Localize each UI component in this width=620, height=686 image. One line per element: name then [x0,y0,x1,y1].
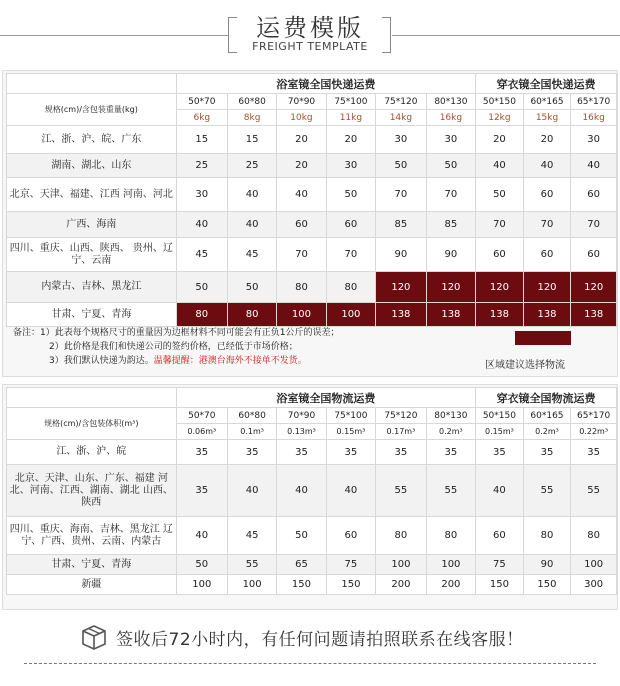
table-row [7,465,617,517]
measure-header: 0.2m³ [523,424,571,440]
size-header: 60*80 [227,94,276,110]
blank-corner [7,388,177,408]
measure-header: 12kg [476,110,524,126]
price-cell: 100 [176,575,227,595]
price-cell: 40 [523,154,571,178]
size-header: 75*120 [376,94,426,110]
region-cell: 北京、天津、福建、江西 河南、河北 [7,178,177,212]
measure-header: 0.15m³ [476,424,524,440]
region-cell: 江、浙、沪、皖 [7,440,177,465]
price-cell: 35 [376,440,426,465]
region-cell: 湖南、湖北、山东 [7,154,177,178]
price-cell: 45 [227,238,276,272]
spec-label: 规格(cm)/含包装体积(m³) [7,408,177,440]
price-cell: 90 [426,238,476,272]
price-cell: 50 [176,272,227,303]
price-cell: 75 [326,555,376,575]
region-cell: 广西、海南 [7,212,177,238]
size-header: 80*130 [426,408,476,424]
section-title-left: 浴室镜全国物流运费 [176,388,475,408]
price-cell: 60 [571,238,617,272]
price-cell: 50 [326,178,376,212]
price-cell: 40 [176,517,227,555]
measure-header: 6kg [176,110,227,126]
size-header: 75*100 [326,94,376,110]
size-header: 80*130 [426,94,476,110]
price-cell: 80 [326,272,376,303]
price-cell: 60 [326,212,376,238]
price-cell: 50 [176,555,227,575]
table-row [7,178,617,212]
price-cell: 15 [176,126,227,154]
price-cell: 70 [476,212,524,238]
note-2: 2）此价格是我们和快递公司的签约价格，已经低于市场价格； [49,342,298,352]
price-cell: 80 [176,303,227,327]
price-cell: 120 [376,272,426,303]
blank-corner [7,74,177,94]
footer-dashed-rule [24,663,596,664]
size-row [7,94,617,110]
price-cell: 90 [376,238,426,272]
price-cell: 55 [523,465,571,517]
price-cell: 60 [571,178,617,212]
size-header: 50*70 [176,408,227,424]
price-cell: 70 [277,238,326,272]
price-cell: 40 [277,178,326,212]
price-cell: 60 [277,212,326,238]
measure-header: 16kg [426,110,476,126]
price-cell: 70 [376,178,426,212]
price-cell: 40 [326,465,376,517]
table-row [7,212,617,238]
price-cell: 20 [523,126,571,154]
price-cell: 100 [376,555,426,575]
price-cell: 25 [227,154,276,178]
region-cell: 内蒙古、吉林、黑龙江 [7,272,177,303]
price-cell: 80 [523,517,571,555]
size-header: 75*100 [326,408,376,424]
section-title-left: 浴室镜全国快递运费 [176,74,475,94]
price-cell: 35 [176,465,227,517]
price-cell: 30 [571,126,617,154]
region-cell: 甘肃、宁夏、青海 [7,555,177,575]
price-cell: 20 [277,126,326,154]
size-header: 50*70 [176,94,227,110]
price-cell: 30 [376,126,426,154]
table-row [7,126,617,154]
price-cell: 40 [227,465,276,517]
price-cell: 55 [426,465,476,517]
footer-text: 签收后72小时内，有任何问题请拍照联系在线客服！ [116,630,524,650]
price-cell: 100 [227,575,276,595]
page-title: 运费模版 [256,14,364,42]
price-cell: 85 [376,212,426,238]
price-cell: 40 [277,465,326,517]
price-cell: 20 [476,126,524,154]
price-cell: 150 [277,575,326,595]
size-header: 50*150 [476,94,524,110]
price-cell: 60 [476,238,524,272]
page-subtitle: FREIGHT TEMPLATE [252,40,368,53]
region-cell: 新疆 [7,575,177,595]
table-row [7,303,617,327]
price-cell: 35 [326,440,376,465]
table-row [7,575,617,595]
note-1: 备注：1）此表每个规格尺寸的重量因为边框材料不同可能会有正负1公斤的误差； [13,328,340,338]
size-header: 70*90 [277,408,326,424]
price-cell: 80 [227,303,276,327]
measure-header: 0.1m³ [227,424,276,440]
header [0,0,620,62]
price-cell: 70 [326,238,376,272]
table-row [7,238,617,272]
size-header: 60*165 [523,408,571,424]
price-cell: 100 [426,555,476,575]
legend-label: 区域建议选择物流 [485,360,565,371]
size-header: 60*165 [523,94,571,110]
package-icon [80,623,108,651]
price-cell: 138 [426,303,476,327]
size-header: 65*170 [571,94,617,110]
price-cell: 55 [227,555,276,575]
table-row [7,440,617,465]
price-cell: 100 [277,303,326,327]
price-cell: 60 [523,238,571,272]
price-cell: 138 [376,303,426,327]
note-3-warning: 温馨提醒：港澳台海外不接单不发货。 [153,356,307,366]
price-cell: 200 [426,575,476,595]
table-row [7,517,617,555]
price-cell: 35 [523,440,571,465]
logistics-freight-panel [2,384,618,610]
measure-header: 0.2m³ [426,424,476,440]
price-cell: 25 [176,154,227,178]
measure-header: 0.17m³ [376,424,426,440]
express-notes [13,326,493,368]
measure-header: 8kg [227,110,276,126]
price-cell: 80 [277,272,326,303]
price-cell: 35 [176,440,227,465]
price-cell: 150 [523,575,571,595]
price-cell: 120 [523,272,571,303]
price-cell: 85 [426,212,476,238]
price-cell: 65 [277,555,326,575]
price-cell: 30 [326,154,376,178]
price-cell: 40 [571,154,617,178]
region-cell: 北京、天津、山东、广东、福建 河北、河南、江西、湖南、湖北 山西、陕西 [7,465,177,517]
price-cell: 55 [571,465,617,517]
price-cell: 50 [277,517,326,555]
price-cell: 80 [376,517,426,555]
price-cell: 20 [277,154,326,178]
measure-header: 0.13m³ [277,424,326,440]
measure-header: 0.22m³ [571,424,617,440]
price-cell: 120 [571,272,617,303]
measure-header: 10kg [277,110,326,126]
measure-header: 14kg [376,110,426,126]
section-title-right: 穿衣镜全国快递运费 [476,74,617,94]
size-header: 60*80 [227,408,276,424]
price-cell: 300 [571,575,617,595]
footer [0,618,620,686]
price-cell: 45 [227,517,276,555]
price-cell: 45 [176,238,227,272]
price-cell: 138 [571,303,617,327]
price-cell: 35 [476,440,524,465]
price-cell: 150 [326,575,376,595]
size-header: 50*150 [476,408,524,424]
region-cell: 甘肃、宁夏、青海 [7,303,177,327]
price-cell: 138 [476,303,524,327]
price-cell: 50 [227,272,276,303]
size-row [7,408,617,424]
express-freight-panel [2,70,618,377]
price-cell: 100 [326,303,376,327]
measure-header: 15kg [523,110,571,126]
region-cell: 四川、重庆、山西、陕西、 贵州、辽宁、云南 [7,238,177,272]
price-cell: 15 [227,126,276,154]
price-cell: 138 [523,303,571,327]
measure-header: 11kg [326,110,376,126]
price-cell: 70 [426,178,476,212]
price-cell: 20 [326,126,376,154]
price-cell: 35 [426,440,476,465]
legend-swatch [515,331,571,345]
price-cell: 35 [571,440,617,465]
price-cell: 70 [523,212,571,238]
measure-header: 0.15m³ [326,424,376,440]
price-cell: 30 [426,126,476,154]
express-freight-table [6,73,617,327]
price-cell: 150 [476,575,524,595]
logistics-freight-table [6,387,617,595]
table-row [7,154,617,178]
price-cell: 80 [426,517,476,555]
price-cell: 70 [571,212,617,238]
price-cell: 60 [476,517,524,555]
section-header-row [7,74,617,94]
size-header: 70*90 [277,94,326,110]
measure-header: 0.06m³ [176,424,227,440]
price-cell: 120 [426,272,476,303]
price-cell: 40 [227,212,276,238]
price-cell: 40 [476,465,524,517]
price-cell: 35 [277,440,326,465]
price-cell: 55 [376,465,426,517]
price-cell: 50 [476,178,524,212]
price-cell: 40 [476,154,524,178]
price-cell: 120 [476,272,524,303]
price-cell: 60 [326,517,376,555]
note-3-text: 3）我们默认快递为韵达。 [49,356,154,366]
region-cell: 四川、重庆、海南、吉林、黑龙江 辽宁、广西、贵州、云南、内蒙古 [7,517,177,555]
price-cell: 40 [176,212,227,238]
section-title-right: 穿衣镜全国物流运费 [476,388,617,408]
price-cell: 200 [376,575,426,595]
price-cell: 80 [571,517,617,555]
price-cell: 50 [426,154,476,178]
table-row [7,272,617,303]
price-cell: 40 [227,178,276,212]
price-cell: 90 [523,555,571,575]
price-cell: 60 [523,178,571,212]
price-cell: 50 [376,154,426,178]
price-cell: 35 [227,440,276,465]
region-cell: 江、浙、沪、皖、广东 [7,126,177,154]
measure-header: 16kg [571,110,617,126]
size-header: 65*170 [571,408,617,424]
note-3 [13,354,493,368]
price-cell: 75 [476,555,524,575]
table-row [7,555,617,575]
price-cell: 30 [176,178,227,212]
price-cell: 100 [571,555,617,575]
section-header-row [7,388,617,408]
spec-label: 规格(cm)/含包装重量(kg) [7,94,177,126]
size-header: 75*120 [376,408,426,424]
